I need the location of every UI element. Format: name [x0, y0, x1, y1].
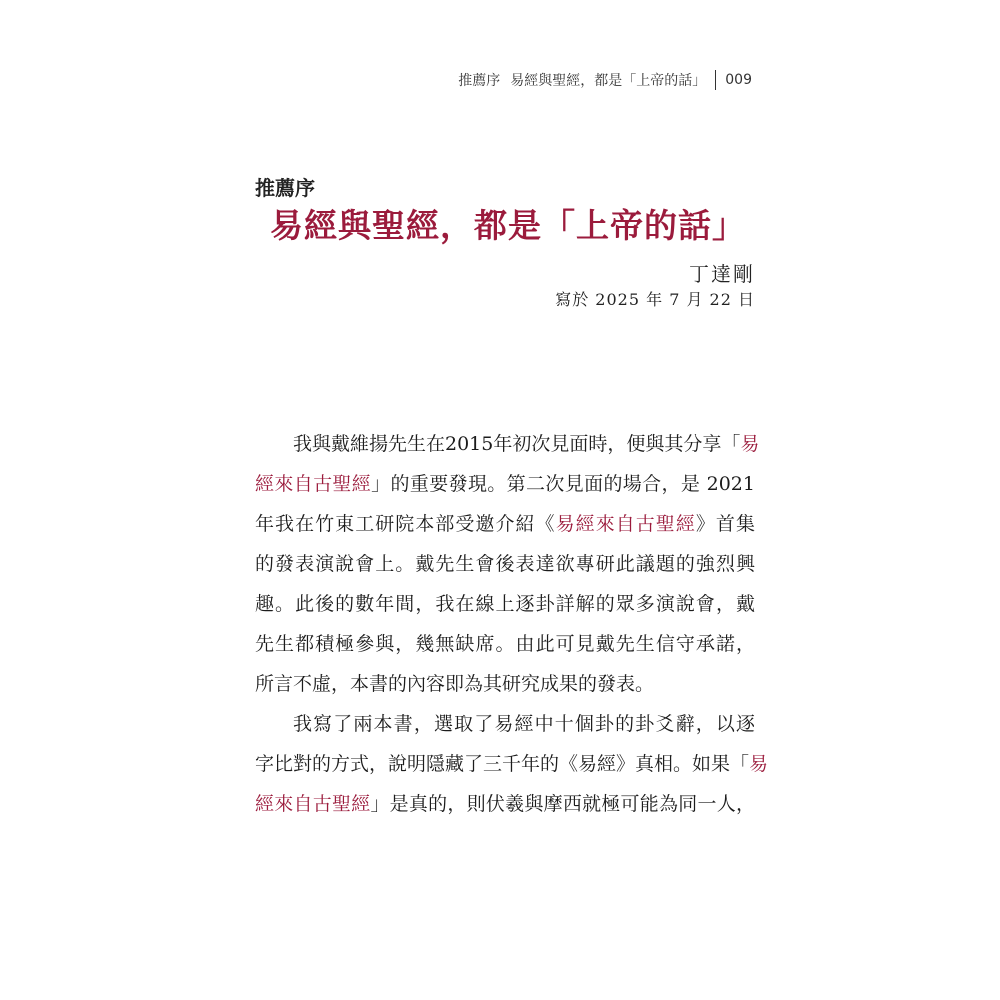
text-segment: 的發表演說會上。戴先生會後表達欲專研此議題的強烈興 — [255, 553, 755, 575]
text-segment: 先生都積極參與，幾無缺席。由此可見戴先生信守承諾， — [255, 633, 755, 655]
highlighted-term: 經來自古聖經 — [255, 473, 372, 495]
paragraph — [255, 704, 769, 824]
text-line — [255, 664, 755, 704]
written-date: 寫於 2025 年 7 月 22 日 — [555, 290, 755, 309]
text-segment: 所言不虛，本書的內容即為其研究成果的發表。 — [255, 673, 655, 695]
page-number: 009 — [725, 72, 752, 88]
section-label: 推薦序 — [255, 176, 315, 200]
text-line — [255, 784, 755, 824]
text-line — [255, 424, 760, 464]
author-name: 丁達剛 — [689, 262, 755, 286]
highlighted-term: 經來自古聖經 — [255, 793, 371, 815]
text-segment: 我與戴維揚先生在2015年初次見面時，便與其分享「 — [293, 433, 741, 455]
text-segment: 」是真的，則伏羲與摩西就極可能為同一人， — [370, 793, 755, 815]
highlighted-term: 易 — [749, 753, 769, 775]
highlighted-term: 易 — [740, 433, 760, 455]
text-line — [255, 704, 755, 744]
text-line — [255, 744, 769, 784]
text-segment: 我寫了兩本書，選取了易經中十個卦的卦爻辭，以逐 — [293, 713, 755, 735]
text-line — [255, 584, 755, 624]
running-header-label: 推薦序 — [458, 73, 501, 89]
running-header — [458, 70, 752, 90]
header-divider — [715, 70, 716, 90]
paragraph — [255, 424, 760, 704]
text-segment: 趣。此後的數年間，我在線上逐卦詳解的眾多演說會，戴 — [255, 593, 755, 615]
body-text — [255, 424, 769, 824]
text-segment: 》首集 — [695, 513, 755, 535]
text-segment: 」的重要發現。第二次見面的場合，是 2021 — [371, 473, 755, 495]
text-line — [255, 504, 755, 544]
text-line — [255, 624, 755, 664]
highlighted-term: 易經來自古聖經 — [555, 513, 696, 535]
text-segment: 年我在竹東工研院本部受邀介紹《 — [255, 513, 556, 535]
text-line — [255, 464, 755, 504]
text-segment: 字比對的方式，說明隱藏了三千年的《易經》真相。如果「 — [255, 753, 750, 775]
page-title: 易經與聖經，都是「上帝的話」 — [270, 206, 746, 245]
running-header-title: 易經與聖經，都是「上帝的話」 — [510, 73, 707, 89]
text-line — [255, 544, 755, 584]
